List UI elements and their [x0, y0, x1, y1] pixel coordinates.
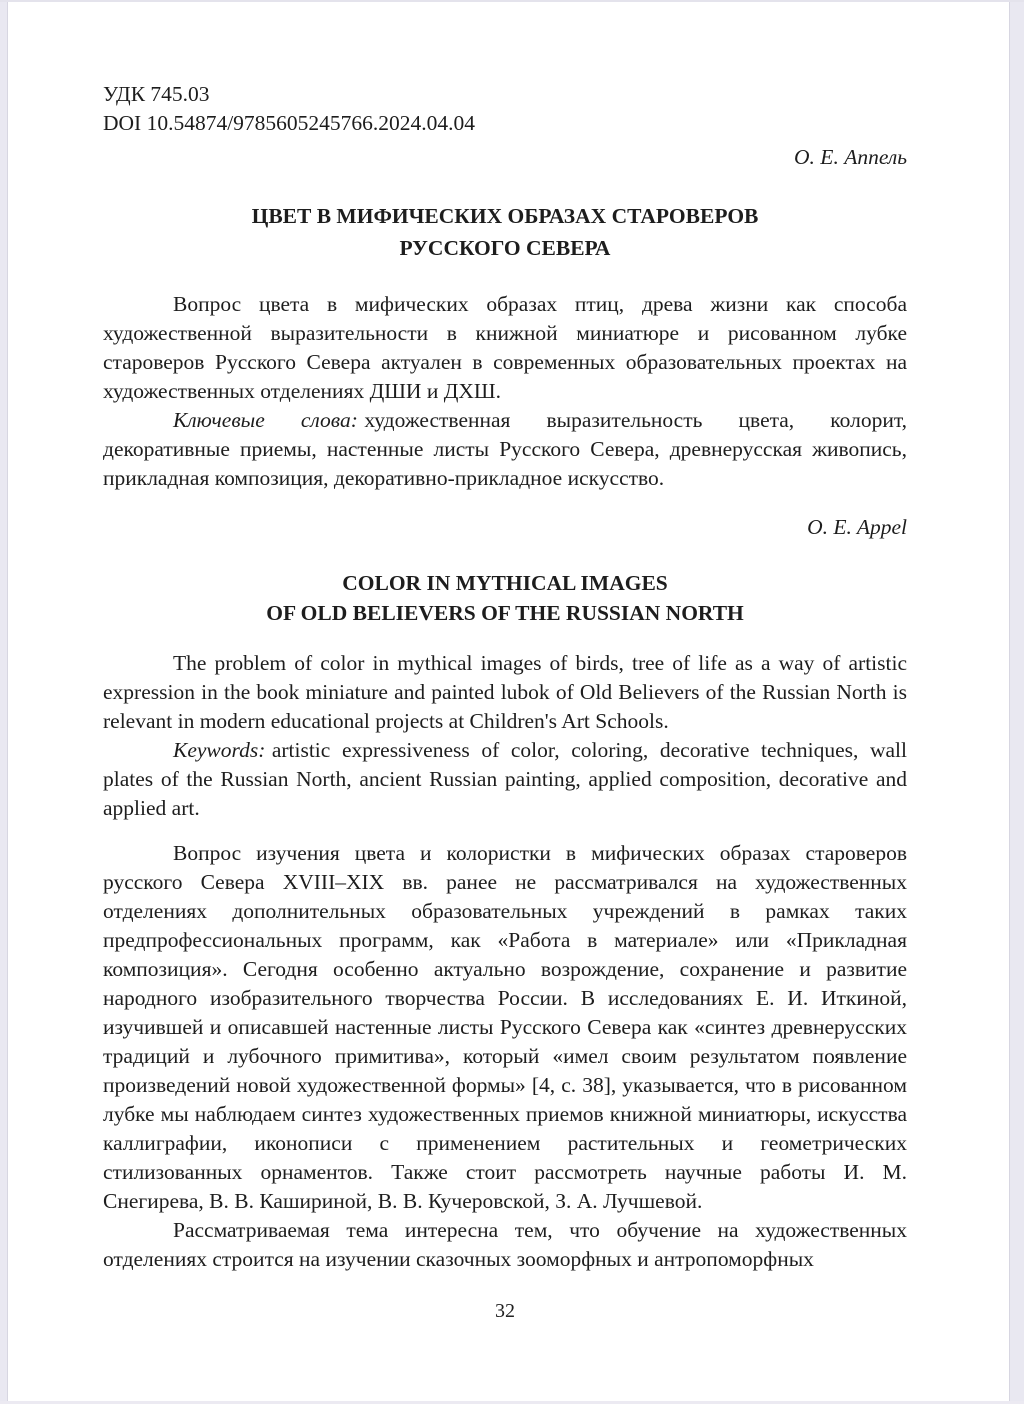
scan-edge-left: [0, 0, 8, 1404]
keywords-en: [103, 736, 907, 823]
page-number: 32: [495, 1300, 515, 1322]
article-meta: [103, 0, 907, 138]
body-paragraph: Рассматриваемая тема интересна тем, что обучение на художественных отделениях строится на изучении сказочных зооморфных и антропоморфных: [103, 1218, 907, 1271]
article-title-ru-line2: РУССКОГО СЕВЕРА: [399, 236, 611, 260]
author-name-en: O. E. Appel: [807, 515, 907, 539]
article-body: [103, 839, 907, 1274]
article-title-ru: [103, 200, 907, 264]
article-title-ru-line1: ЦВЕТ В МИФИЧЕСКИХ ОБРАЗАХ СТАРОВЕРОВ: [251, 204, 759, 228]
article-title-en-line2: OF OLD BELIEVERS OF THE RUSSIAN NORTH: [266, 601, 744, 625]
article-title-en: [103, 568, 907, 628]
abstract-ru: Вопрос цвета в мифических образах птиц, древа жизни как способа художественной выразительности в книжной миниатюре и рисованном лубке староверов Русского Севера актуален в современных образовательных проектах на художественных отделениях ДШИ и ДХШ.: [103, 292, 907, 403]
keywords-ru-text: художественная выразительность цвета, колорит, декоративные приемы, настенные листы Русского Севера, древнерусская живопись, прикладная композиция, декоративно-прикладное искусство.: [103, 408, 907, 490]
article-title-en-line1: COLOR IN MYTHICAL IMAGES: [342, 571, 668, 595]
scan-edge-right: [1009, 0, 1024, 1404]
keywords-ru-label: Ключевые слова:: [173, 408, 358, 432]
author-name-ru: О. Е. Аппель: [794, 145, 907, 169]
article-content: [103, 0, 907, 1274]
doi-code: DOI 10.54874/9785605245766.2024.04.04: [103, 111, 476, 135]
keywords-ru: [103, 406, 907, 493]
keywords-en-label: Keywords:: [173, 738, 266, 762]
body-paragraph: Вопрос изучения цвета и колористки в мифических образах староверов русского Севера XVIII–XIX вв. ранее не рассматривался на художественных отделениях дополнительных образовательных учреждений в рамках таких предпрофессиональных программ, как «Работа в материале» или «Прикладная композиция». Сегодня особенно актуально возрождение, сохранение и развитие народного изобразительного творчества России. В исследованиях Е. И. Иткиной, изучившей и описавшей настенные листы Русского Севера как «синтез древнерусских традиций и лубочного примитива», который «имел своим результатом появление произведений новой художественной формы» [4, с. 38], указывается, что в рисованном лубке мы наблюдаем синтез художественных приемов книжной миниатюры, искусства каллиграфии, иконописи с применением растительных и геометрических стилизованных орнаментов. Также стоит рассмотреть научные работы И. М. Снегирева, В. В. Кашириной, В. В. Кучеровской, З. А. Лучшевой.: [103, 841, 907, 1213]
abstract-en: The problem of color in mythical images of birds, tree of life as a way of artistic expression in the book miniature and painted lubok of Old Believers of the Russian North is relevant in modern educational projects at Children's Art Schools.: [103, 651, 907, 733]
keywords-en-text: artistic expressiveness of color, coloring, decorative techniques, wall plates of the Russian North, ancient Russian painting, applied composition, decorative and applied art.: [103, 738, 907, 820]
udc-code: УДК 745.03: [103, 82, 210, 106]
